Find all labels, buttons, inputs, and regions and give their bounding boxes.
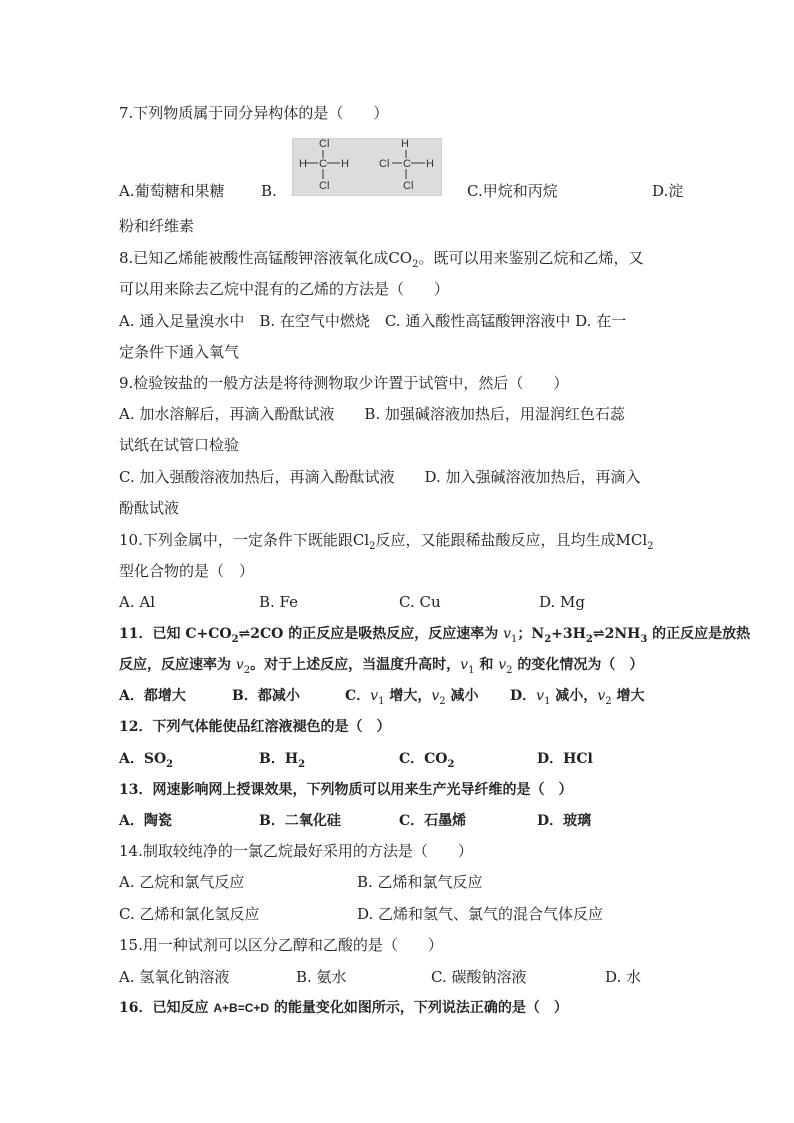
q14-option-c: C. 乙烯和氯化氢反应 — [119, 905, 260, 923]
q12-stem: 12．下列气体能使品红溶液褪色的是（ ） — [119, 719, 391, 735]
rate-symbol: v — [460, 657, 469, 673]
subscript: 2 — [243, 664, 251, 676]
subscript: 2 — [585, 633, 593, 645]
q7-option-b: B. — [261, 182, 277, 200]
q9-line-3: 试纸在试管口检验 — [119, 436, 240, 454]
q12-option-b — [259, 749, 305, 775]
q10-line-2: 型化合物的是（ ） — [119, 562, 255, 580]
mol-right-right: H — [426, 158, 434, 170]
rate-symbol: v — [597, 688, 606, 704]
option-text: 减小 — [445, 688, 479, 704]
rate-symbol: v — [235, 657, 244, 673]
q9-line-5: 酚酞试液 — [119, 499, 180, 517]
q16-text: 的能量变化如图所示，下列说法正确的是（ ） — [269, 1000, 568, 1016]
q11-text: 反应，反应速率为 — [119, 657, 236, 673]
q13-option-d: D．玻璃 — [537, 813, 592, 829]
q7-option-c: C.甲烷和丙烷 — [467, 182, 558, 200]
mol-left-left: H — [299, 158, 307, 170]
mol-left-top: Cl — [319, 139, 330, 150]
q11-text: 和 — [474, 657, 499, 673]
q15-option-b: B. 氨水 — [296, 968, 347, 986]
mol-left-right: H — [341, 158, 349, 170]
q11-text: ⇌2CO 的正反应是吸热反应，反应速率为 — [238, 626, 504, 642]
subscript: 2 — [369, 541, 376, 552]
subscript: 2 — [506, 664, 513, 676]
q11-option-d — [510, 686, 644, 712]
subscript: 2 — [447, 758, 455, 770]
q10-option-d: D. Mg — [539, 593, 585, 611]
subscript: 2 — [439, 695, 446, 707]
q11-text: 。对于上述反应，当温度升高时， — [250, 657, 461, 673]
q11-option-c — [345, 686, 479, 712]
q12-option-c — [399, 749, 454, 775]
q8-line-4: 定条件下通入氧气 — [119, 343, 240, 361]
q10-option-b: B. Fe — [259, 593, 299, 611]
option-text: 增大 — [611, 688, 645, 704]
q11-text: +3H — [551, 626, 586, 642]
q9-stem: 9.检验铵盐的一般方法是将待测物取少许置于试管中，然后（ ） — [119, 374, 569, 392]
subscript: 1 — [378, 695, 385, 707]
q11-line-2 — [119, 655, 643, 681]
q8-text: 。既可以用来鉴别乙烷和乙烯，又 — [418, 249, 644, 267]
q16-equation: A+B=C+D — [213, 1001, 270, 1015]
subscript: 1 — [468, 664, 475, 676]
q11-option-a: A．都增大 — [119, 688, 186, 704]
rate-symbol: v — [536, 688, 545, 704]
q14-option-b: B. 乙烯和氯气反应 — [357, 873, 483, 891]
option-text: C． — [345, 688, 371, 704]
q15-option-a: A. 氢氧化钠溶液 — [119, 968, 230, 986]
mol-left-bottom: Cl — [319, 180, 330, 192]
q11-text: ；N — [517, 626, 545, 642]
subscript: 2 — [298, 758, 306, 770]
q11-line-1 — [119, 624, 750, 650]
rate-symbol: v — [431, 688, 440, 704]
option-text: A．SO — [119, 751, 167, 767]
q16-stem — [119, 998, 568, 1018]
subscript: 2 — [605, 695, 612, 707]
option-text: C．CO — [399, 751, 448, 767]
q10-line-1 — [119, 530, 654, 557]
q13-option-c: C．石墨烯 — [399, 813, 467, 829]
q13-option-b: B．二氧化硅 — [259, 813, 341, 829]
q8-line-3: A. 通入足量溴水中 B. 在空气中燃烧 C. 通入酸性高锰酸钾溶液中 D. 在一 — [119, 312, 627, 330]
q11-text: 11．已知 C+CO — [119, 626, 232, 642]
q14-stem: 14.制取较纯净的一氯乙烷最好采用的方法是（ ） — [119, 842, 473, 860]
q14-option-a: A. 乙烷和氯气反应 — [119, 873, 245, 891]
q10-option-c: C. Cu — [399, 593, 441, 611]
q8-line-1 — [119, 248, 643, 275]
q15-option-d: D. 水 — [605, 968, 642, 986]
subscript: 2 — [166, 758, 174, 770]
subscript: 2 — [647, 541, 654, 552]
mol-right-left: Cl — [379, 158, 390, 170]
q10-text: 10.下列金属中，一定条件下既能跟Cl — [119, 531, 370, 549]
q7-structure-image — [292, 138, 442, 196]
rate-symbol: v — [370, 688, 379, 704]
rate-symbol: v — [498, 657, 507, 673]
q11-option-b: B．都减小 — [232, 688, 300, 704]
mol-right-center: C — [403, 158, 411, 170]
subscript: 2 — [544, 633, 552, 645]
q13-option-a: A．陶瓷 — [119, 813, 172, 829]
mol-left-center: C — [319, 158, 327, 170]
q8-text: 8.已知乙烯能被酸性高锰酸钾溶液氧化成CO — [119, 249, 413, 267]
subscript: 3 — [640, 633, 648, 645]
q7-option-d-continued: 粉和纤维素 — [119, 217, 195, 235]
q12-option-d: D．HCl — [537, 751, 593, 767]
subscript: 2 — [231, 633, 239, 645]
q11-text: ⇌2NH — [592, 626, 641, 642]
q8-line-2: 可以用来除去乙烷中混有的乙烯的方法是（ ） — [119, 280, 450, 298]
subscript: 2 — [412, 259, 419, 270]
q12-option-a — [119, 749, 173, 775]
mol-right-bottom: Cl — [403, 180, 414, 192]
q7-option-d: D.淀 — [652, 182, 684, 200]
q14-option-d: D. 乙烯和氢气、氯气的混合气体反应 — [357, 905, 604, 923]
mol-right-top: H — [401, 139, 409, 150]
subscript: 1 — [544, 695, 551, 707]
q15-option-c: C. 碳酸钠溶液 — [431, 968, 527, 986]
q9-line-2: A. 加水溶解后，再滴入酚酞试液 B. 加强碱溶液加热后，用湿润红色石蕊 — [119, 405, 625, 423]
q10-text: 反应，又能跟稀盐酸反应，且均生成MCl — [375, 531, 648, 549]
option-text: 减小， — [550, 688, 598, 704]
q16-text: 16．已知反应 — [119, 1000, 214, 1016]
option-text: 增大， — [384, 688, 432, 704]
q15-stem: 15.用一种试剂可以区分乙醇和乙酸的是（ ） — [119, 936, 443, 954]
q10-option-a: A. Al — [119, 593, 155, 611]
q11-text: 的正反应是放热 — [647, 626, 751, 642]
structure-formula-figure — [293, 139, 441, 195]
rate-symbol: v — [503, 626, 512, 642]
q7-stem: 7.下列物质属于同分异构体的是（ ） — [119, 104, 389, 122]
q13-stem: 13．网速影响网上授课效果，下列物质可以用来生产光导纤维的是（ ） — [119, 782, 573, 798]
q9-line-4: C. 加入强酸溶液加热后，再滴入酚酞试液 D. 加入强碱溶液加热后，再滴入 — [119, 468, 641, 486]
option-text: B．H — [259, 751, 299, 767]
subscript: 1 — [511, 633, 518, 645]
q11-text: 的变化情况为（ ） — [512, 657, 644, 673]
q7-option-a: A.葡萄糖和果糖 — [119, 182, 225, 200]
option-text: D． — [510, 688, 537, 704]
